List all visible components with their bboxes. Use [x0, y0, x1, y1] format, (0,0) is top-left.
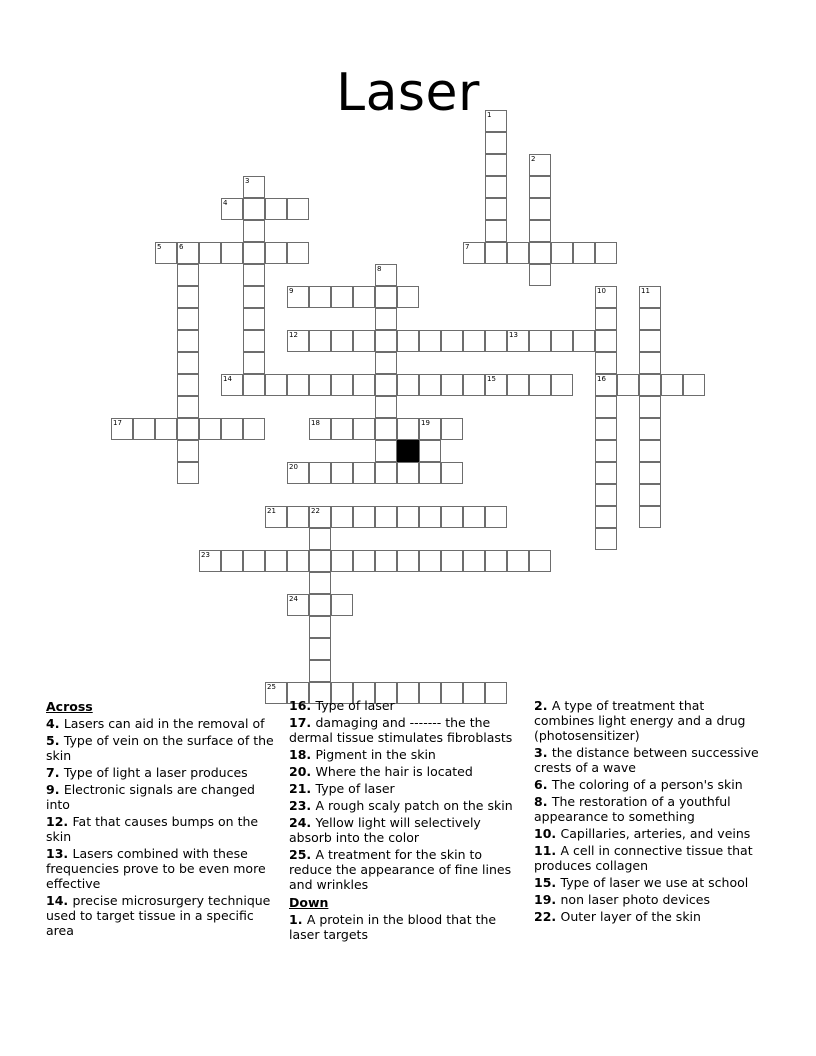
grid-cell[interactable]: [463, 374, 485, 396]
grid-cell[interactable]: [529, 176, 551, 198]
grid-cell[interactable]: [133, 418, 155, 440]
grid-cell[interactable]: [177, 242, 199, 264]
grid-cell[interactable]: [177, 308, 199, 330]
clue-text: Capillaries, arteries, and veins: [560, 826, 751, 841]
clue-number: 15.: [534, 875, 561, 890]
grid-cell[interactable]: [353, 374, 375, 396]
grid-cell[interactable]: [287, 506, 309, 528]
grid-cell[interactable]: [485, 110, 507, 132]
grid-cell[interactable]: [595, 330, 617, 352]
grid-cell[interactable]: [375, 506, 397, 528]
grid-cell[interactable]: [639, 484, 661, 506]
grid-cell[interactable]: [441, 462, 463, 484]
grid-cell[interactable]: [463, 506, 485, 528]
grid-cell[interactable]: [287, 550, 309, 572]
across-clue-21: [289, 781, 520, 796]
grid-cell[interactable]: [397, 374, 419, 396]
down-clue-list-part2: [534, 698, 762, 924]
grid-cell[interactable]: [639, 374, 661, 396]
grid-cell[interactable]: [397, 550, 419, 572]
grid-cell[interactable]: [331, 550, 353, 572]
clue-number: 10.: [534, 826, 561, 841]
clue-text: Type of light a laser produces: [63, 765, 248, 780]
grid-cell[interactable]: [177, 264, 199, 286]
grid-cell[interactable]: [485, 220, 507, 242]
across-clue-list-part2: [289, 698, 520, 892]
clue-number: 3.: [534, 745, 552, 760]
grid-cell[interactable]: [243, 352, 265, 374]
grid-cell[interactable]: [529, 198, 551, 220]
clues-column-3: [534, 698, 776, 926]
grid-cell[interactable]: [485, 198, 507, 220]
grid-cell[interactable]: [331, 462, 353, 484]
grid-cell[interactable]: [507, 550, 529, 572]
grid-cell[interactable]: [661, 374, 683, 396]
across-clue-14: [46, 893, 275, 938]
grid-cell[interactable]: [485, 242, 507, 264]
clue-number: 6.: [534, 777, 552, 792]
grid-cell[interactable]: [309, 418, 331, 440]
grid-cell[interactable]: [309, 374, 331, 396]
grid-cell[interactable]: [221, 198, 243, 220]
grid-cell-number: 4: [223, 199, 228, 207]
grid-cell[interactable]: [507, 374, 529, 396]
grid-cell[interactable]: [243, 264, 265, 286]
clue-number: 23.: [289, 798, 316, 813]
grid-cell[interactable]: [331, 330, 353, 352]
down-clue-6: [534, 777, 762, 792]
grid-cell[interactable]: [529, 220, 551, 242]
clue-text: Type of vein on the surface of the skin: [46, 733, 274, 763]
grid-cell[interactable]: [441, 330, 463, 352]
clue-number: 2.: [534, 698, 552, 713]
grid-cell[interactable]: [243, 176, 265, 198]
clue-number: 1.: [289, 912, 307, 927]
grid-cell[interactable]: [441, 550, 463, 572]
down-clue-3: [534, 745, 762, 775]
clues-column-1: [46, 698, 289, 940]
grid-cell-number: 9: [289, 287, 294, 295]
grid-cell-number: 5: [157, 243, 162, 251]
grid-cell[interactable]: [551, 374, 573, 396]
grid-cell[interactable]: [111, 418, 133, 440]
grid-cell-number: 24: [289, 595, 298, 603]
grid-cell[interactable]: [287, 330, 309, 352]
grid-cell[interactable]: [397, 506, 419, 528]
clue-text: the distance between successive crests of a wave: [534, 745, 759, 775]
grid-cell[interactable]: [375, 286, 397, 308]
clue-text: Fat that causes bumps on the skin: [46, 814, 259, 844]
grid-cell[interactable]: [199, 418, 221, 440]
grid-cell[interactable]: [419, 374, 441, 396]
grid-cell[interactable]: [419, 506, 441, 528]
across-clue-list-part1: [46, 716, 275, 938]
grid-cell[interactable]: [177, 374, 199, 396]
grid-cell[interactable]: [287, 374, 309, 396]
clue-text: Lasers combined with these frequencies prove to be even more effective: [46, 846, 266, 891]
clue-number: 12.: [46, 814, 73, 829]
grid-cell-number: 6: [179, 243, 184, 251]
clue-number: 19.: [534, 892, 561, 907]
grid-cell[interactable]: [529, 330, 551, 352]
clue-text: non laser photo devices: [560, 892, 711, 907]
grid-cell[interactable]: [177, 396, 199, 418]
grid-cell[interactable]: [375, 462, 397, 484]
grid-cell[interactable]: [287, 286, 309, 308]
clue-text: Type of laser we use at school: [560, 875, 749, 890]
clues-area: [46, 698, 776, 944]
down-clue-15: [534, 875, 762, 890]
grid-cell-number: 2: [531, 155, 536, 163]
grid-cell[interactable]: [331, 506, 353, 528]
clue-text: A protein in the blood that the laser targets: [289, 912, 497, 942]
grid-cell[interactable]: [375, 440, 397, 462]
grid-cell-number: 8: [377, 265, 382, 273]
across-clue-25: [289, 847, 520, 892]
down-clue-19: [534, 892, 762, 907]
grid-cell[interactable]: [375, 308, 397, 330]
grid-cell[interactable]: [243, 308, 265, 330]
grid-cell[interactable]: [639, 308, 661, 330]
grid-cell[interactable]: [243, 286, 265, 308]
grid-cell[interactable]: [595, 396, 617, 418]
grid-cell[interactable]: [243, 374, 265, 396]
clue-text: Pigment in the skin: [315, 747, 436, 762]
across-heading: Across: [46, 699, 93, 714]
grid-cell[interactable]: [221, 242, 243, 264]
grid-cell[interactable]: [639, 506, 661, 528]
clue-number: 16.: [289, 698, 316, 713]
clue-number: 4.: [46, 716, 64, 731]
clue-number: 22.: [534, 909, 561, 924]
grid-cell[interactable]: [375, 352, 397, 374]
grid-cell[interactable]: [309, 638, 331, 660]
grid-cell[interactable]: [617, 374, 639, 396]
grid-cell[interactable]: [177, 462, 199, 484]
grid-cell[interactable]: [507, 330, 529, 352]
grid-cell[interactable]: [397, 418, 419, 440]
across-clue-12: [46, 814, 275, 844]
across-clue-18: [289, 747, 520, 762]
grid-cell[interactable]: [287, 198, 309, 220]
grid-cell[interactable]: [265, 374, 287, 396]
grid-cell[interactable]: [353, 330, 375, 352]
grid-cell[interactable]: [265, 242, 287, 264]
grid-cell-number: 22: [311, 507, 320, 515]
grid-cell[interactable]: [441, 418, 463, 440]
grid-cell[interactable]: [243, 220, 265, 242]
grid-cell[interactable]: [353, 462, 375, 484]
grid-cell[interactable]: [639, 352, 661, 374]
grid-cell[interactable]: [243, 242, 265, 264]
clue-text: Type of laser: [315, 781, 395, 796]
across-clue-24: [289, 815, 520, 845]
grid-cell[interactable]: [639, 396, 661, 418]
clue-text: Lasers can aid in the removal of: [63, 716, 265, 731]
grid-cell[interactable]: [639, 418, 661, 440]
clue-number: 5.: [46, 733, 64, 748]
grid-cell[interactable]: [309, 506, 331, 528]
grid-cell[interactable]: [287, 242, 309, 264]
grid-cell[interactable]: [419, 462, 441, 484]
across-clue-17: [289, 715, 520, 745]
grid-cell[interactable]: [507, 242, 529, 264]
clue-number: 7.: [46, 765, 64, 780]
across-clue-13: [46, 846, 275, 891]
grid-cell[interactable]: [595, 462, 617, 484]
grid-cell[interactable]: [309, 616, 331, 638]
clue-number: 25.: [289, 847, 316, 862]
grid-cell[interactable]: [529, 550, 551, 572]
across-clue-4: [46, 716, 275, 731]
grid-cell[interactable]: [265, 198, 287, 220]
grid-cell[interactable]: [595, 506, 617, 528]
grid-cell-number: 25: [267, 683, 276, 691]
grid-cell[interactable]: [485, 176, 507, 198]
clues-column-2: [289, 698, 534, 944]
clue-number: 18.: [289, 747, 316, 762]
grid-cell[interactable]: [485, 506, 507, 528]
grid-cell[interactable]: [639, 462, 661, 484]
clue-number: 24.: [289, 815, 316, 830]
grid-cell[interactable]: [463, 550, 485, 572]
grid-cell[interactable]: [375, 396, 397, 418]
grid-cell[interactable]: [287, 462, 309, 484]
grid-cell[interactable]: [573, 242, 595, 264]
grid-cell-number: 13: [509, 331, 518, 339]
down-clue-11: [534, 843, 762, 873]
grid-cell[interactable]: [199, 550, 221, 572]
across-clue-7: [46, 765, 275, 780]
clue-number: 11.: [534, 843, 561, 858]
grid-cell[interactable]: [375, 418, 397, 440]
across-clue-5: [46, 733, 275, 763]
grid-cell[interactable]: [397, 462, 419, 484]
clue-number: 8.: [534, 794, 552, 809]
grid-cell-number: 17: [113, 419, 122, 427]
across-clue-23: [289, 798, 520, 813]
across-clue-16: [289, 698, 520, 713]
clue-text: A cell in connective tissue that produces collagen: [534, 843, 753, 873]
grid-cell[interactable]: [155, 418, 177, 440]
grid-cell[interactable]: [595, 308, 617, 330]
clue-text: Type of laser: [315, 698, 395, 713]
grid-cell[interactable]: [595, 440, 617, 462]
grid-cell[interactable]: [595, 352, 617, 374]
grid-cell[interactable]: [485, 330, 507, 352]
clue-number: 9.: [46, 782, 64, 797]
clue-text: Where the hair is located: [315, 764, 473, 779]
clue-text: Yellow light will selectively absorb into the color: [289, 815, 481, 845]
grid-cell[interactable]: [639, 330, 661, 352]
grid-cell-number: 18: [311, 419, 320, 427]
grid-cell[interactable]: [441, 374, 463, 396]
grid-cell[interactable]: [309, 550, 331, 572]
grid-cell[interactable]: [309, 330, 331, 352]
grid-cell[interactable]: [287, 594, 309, 616]
grid-cell[interactable]: [683, 374, 705, 396]
grid-cell[interactable]: [353, 550, 375, 572]
clue-text: A type of treatment that combines light energy and a drug (photosensitizer): [534, 698, 746, 743]
grid-cell[interactable]: [353, 418, 375, 440]
grid-cell[interactable]: [331, 286, 353, 308]
grid-cell[interactable]: [155, 242, 177, 264]
grid-cell[interactable]: [463, 242, 485, 264]
grid-cell[interactable]: [309, 594, 331, 616]
grid-cell[interactable]: [529, 374, 551, 396]
clue-text: Outer layer of the skin: [560, 909, 701, 924]
grid-cell[interactable]: [595, 374, 617, 396]
grid-cell[interactable]: [639, 440, 661, 462]
grid-cell[interactable]: [375, 264, 397, 286]
grid-cell[interactable]: [463, 330, 485, 352]
grid-cell[interactable]: [331, 594, 353, 616]
grid-cell[interactable]: [529, 154, 551, 176]
grid-cell[interactable]: [309, 528, 331, 550]
clue-number: 17.: [289, 715, 316, 730]
grid-cell[interactable]: [397, 286, 419, 308]
grid-cell[interactable]: [177, 286, 199, 308]
grid-cell[interactable]: [595, 286, 617, 308]
grid-cell[interactable]: [309, 462, 331, 484]
grid-cell[interactable]: [243, 418, 265, 440]
grid-cell[interactable]: [419, 550, 441, 572]
grid-cell-number: 20: [289, 463, 298, 471]
grid-cell[interactable]: [639, 286, 661, 308]
grid-cell[interactable]: [485, 550, 507, 572]
grid-cell[interactable]: [419, 440, 441, 462]
clue-number: 14.: [46, 893, 73, 908]
grid-cell[interactable]: [265, 550, 287, 572]
down-clue-list-part1: [289, 912, 520, 942]
clue-text: A rough scaly patch on the skin: [315, 798, 513, 813]
grid-cell[interactable]: [551, 330, 573, 352]
grid-cell[interactable]: [595, 242, 617, 264]
down-clue-22: [534, 909, 762, 924]
grid-cell[interactable]: [243, 330, 265, 352]
grid-cell[interactable]: [177, 440, 199, 462]
grid-cell[interactable]: [309, 286, 331, 308]
grid-cell[interactable]: [485, 154, 507, 176]
grid-cell[interactable]: [243, 198, 265, 220]
clue-text: Electronic signals are changed into: [46, 782, 255, 812]
down-clue-2: [534, 698, 762, 743]
across-clue-20: [289, 764, 520, 779]
down-clue-8: [534, 794, 762, 824]
clue-text: precise microsurgery technique used to target tissue in a specific area: [46, 893, 271, 938]
grid-cell[interactable]: [485, 132, 507, 154]
grid-cell[interactable]: [177, 418, 199, 440]
clue-text: The restoration of a youthful appearance to something: [534, 794, 731, 824]
grid-cell[interactable]: [243, 550, 265, 572]
across-clue-9: [46, 782, 275, 812]
grid-cell-number: 16: [597, 375, 606, 383]
down-clue-10: [534, 826, 762, 841]
clue-number: 13.: [46, 846, 73, 861]
grid-cell-number: 11: [641, 287, 650, 295]
grid-cell-number: 19: [421, 419, 430, 427]
grid-cell[interactable]: [397, 330, 419, 352]
grid-cell[interactable]: [485, 374, 507, 396]
grid-cell[interactable]: [595, 418, 617, 440]
grid-cell-number: 7: [465, 243, 470, 251]
grid-cell[interactable]: [199, 242, 221, 264]
clue-text: A treatment for the skin to reduce the appearance of fine lines and wrinkles: [289, 847, 512, 892]
grid-cell-number: 3: [245, 177, 250, 185]
clue-number: 20.: [289, 764, 316, 779]
grid-cell[interactable]: [573, 330, 595, 352]
grid-cell[interactable]: [595, 528, 617, 550]
grid-cell[interactable]: [375, 330, 397, 352]
grid-cell[interactable]: [221, 418, 243, 440]
clue-number: 21.: [289, 781, 316, 796]
grid-cell[interactable]: [529, 242, 551, 264]
grid-cell-number: 15: [487, 375, 496, 383]
grid-cell[interactable]: [331, 418, 353, 440]
grid-cell[interactable]: [441, 506, 463, 528]
grid-cell-number: 23: [201, 551, 210, 559]
down-clue-1: [289, 912, 520, 942]
grid-cell[interactable]: [419, 330, 441, 352]
grid-cell[interactable]: [419, 418, 441, 440]
clue-text: damaging and ------- the the dermal tissue stimulates fibroblasts: [289, 715, 513, 745]
grid-cell-number: 21: [267, 507, 276, 515]
grid-cell[interactable]: [595, 484, 617, 506]
grid-cell[interactable]: [177, 330, 199, 352]
down-heading: Down: [289, 895, 329, 910]
grid-cell[interactable]: [221, 374, 243, 396]
grid-cell[interactable]: [331, 374, 353, 396]
grid-cell[interactable]: [375, 374, 397, 396]
grid-cell-number: 12: [289, 331, 298, 339]
page-title: Laser: [336, 62, 480, 123]
grid-cell[interactable]: [309, 660, 331, 682]
grid-cell[interactable]: [353, 506, 375, 528]
clue-text: The coloring of a person's skin: [551, 777, 743, 792]
grid-cell[interactable]: [265, 506, 287, 528]
grid-cell[interactable]: [353, 286, 375, 308]
grid-block-cell: [397, 440, 419, 462]
grid-cell[interactable]: [177, 352, 199, 374]
grid-cell[interactable]: [551, 242, 573, 264]
grid-cell[interactable]: [309, 572, 331, 594]
grid-cell[interactable]: [375, 550, 397, 572]
grid-cell-number: 10: [597, 287, 606, 295]
grid-cell-number: 1: [487, 111, 492, 119]
grid-cell[interactable]: [529, 264, 551, 286]
grid-cell-number: 14: [223, 375, 232, 383]
grid-cell[interactable]: [221, 550, 243, 572]
